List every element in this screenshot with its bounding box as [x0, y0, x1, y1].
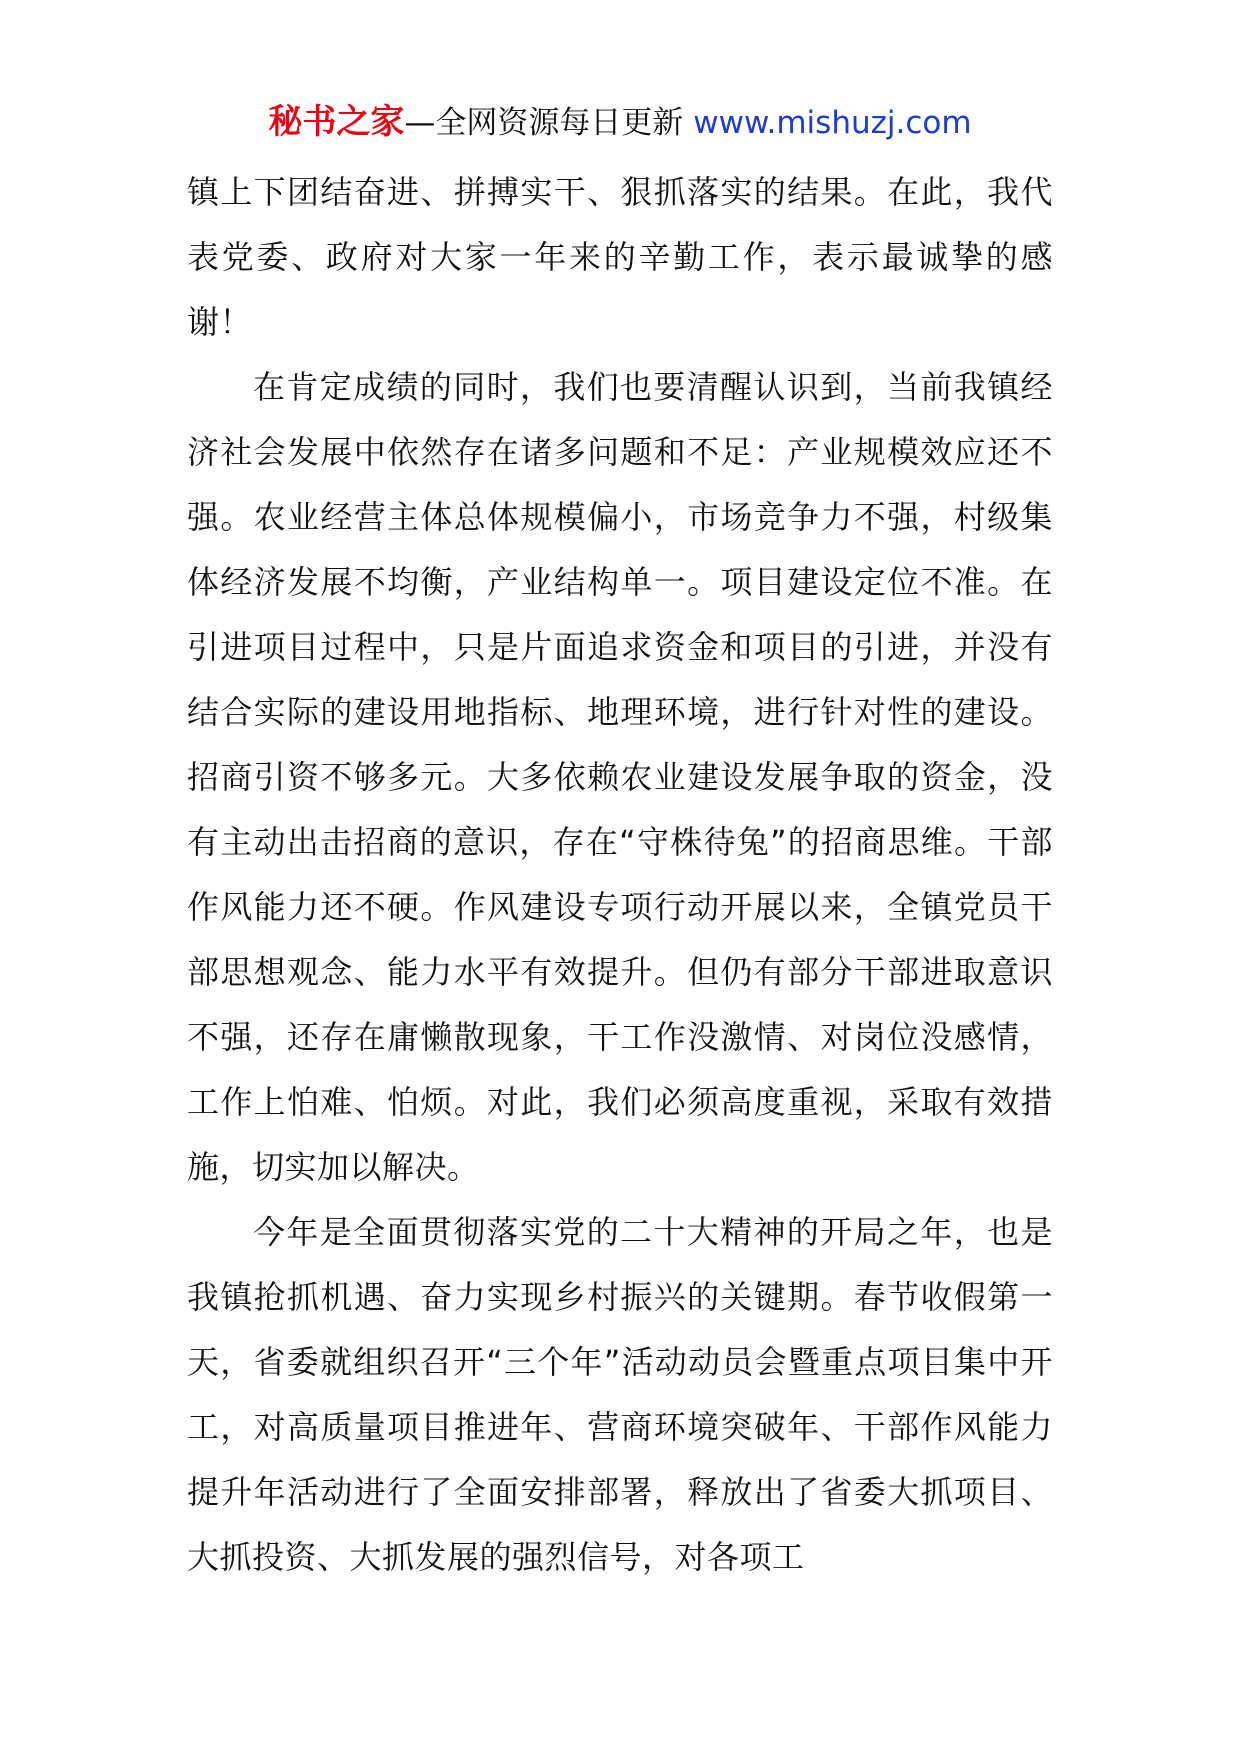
site-url-link[interactable]: www.mishuzj.com: [693, 105, 972, 141]
paragraph-2: 在肯定成绩的同时，我们也要清醒认识到，当前我镇经济社会发展中依然存在诸多问题和不足：产业规模效应还不强。农业经营主体总体规模偏小，市场竞争力不强，村级集体经济发展不均衡，产业结构单一。项目建设定位不准。在引进项目过程中，只是片面追求资金和项目的引进，并没有结合实际的建设用地指标、地理环境，进行针对性的建设。招商引资不够多元。大多依赖农业建设发展争取的资金，没有主动出击招商的意识，存在“守株待兔”的招商思维。干部作风能力还不硬。作风建设专项行动开展以来，全镇党员干部思想观念、能力水平有效提升。但仍有部分干部进取意识不强，还存在庸懒散现象，干工作没激情、对岗位没感情，工作上怕难、怕烦。对此，我们必须高度重视，采取有效措施，切实加以解决。: [187, 368, 1053, 1186]
paragraph-1: 镇上下团结奋进、拼搏实干、狠抓落实的结果。在此，我代表党委、政府对大家一年来的辛勤工作，表示最诚挚的感谢！: [187, 173, 1053, 341]
site-tagline: —全网资源每日更新: [404, 105, 684, 141]
page-header: [0, 100, 1240, 145]
paragraph-3: 今年是全面贯彻落实党的二十大精神的开局之年，也是我镇抢抓机遇、奋力实现乡村振兴的关键期。春节收假第一天，省委就组织召开“三个年”活动动员会暨重点项目集中开工，对高质量项目推进年、营商环境突破年、干部作风能力提升年活动进行了全面安排部署，释放出了省委大抓项目、大抓投资、大抓发展的强烈信号，对各项工: [187, 1213, 1053, 1576]
site-brand: 秘书之家: [268, 102, 405, 142]
document-body: [187, 160, 1053, 1590]
